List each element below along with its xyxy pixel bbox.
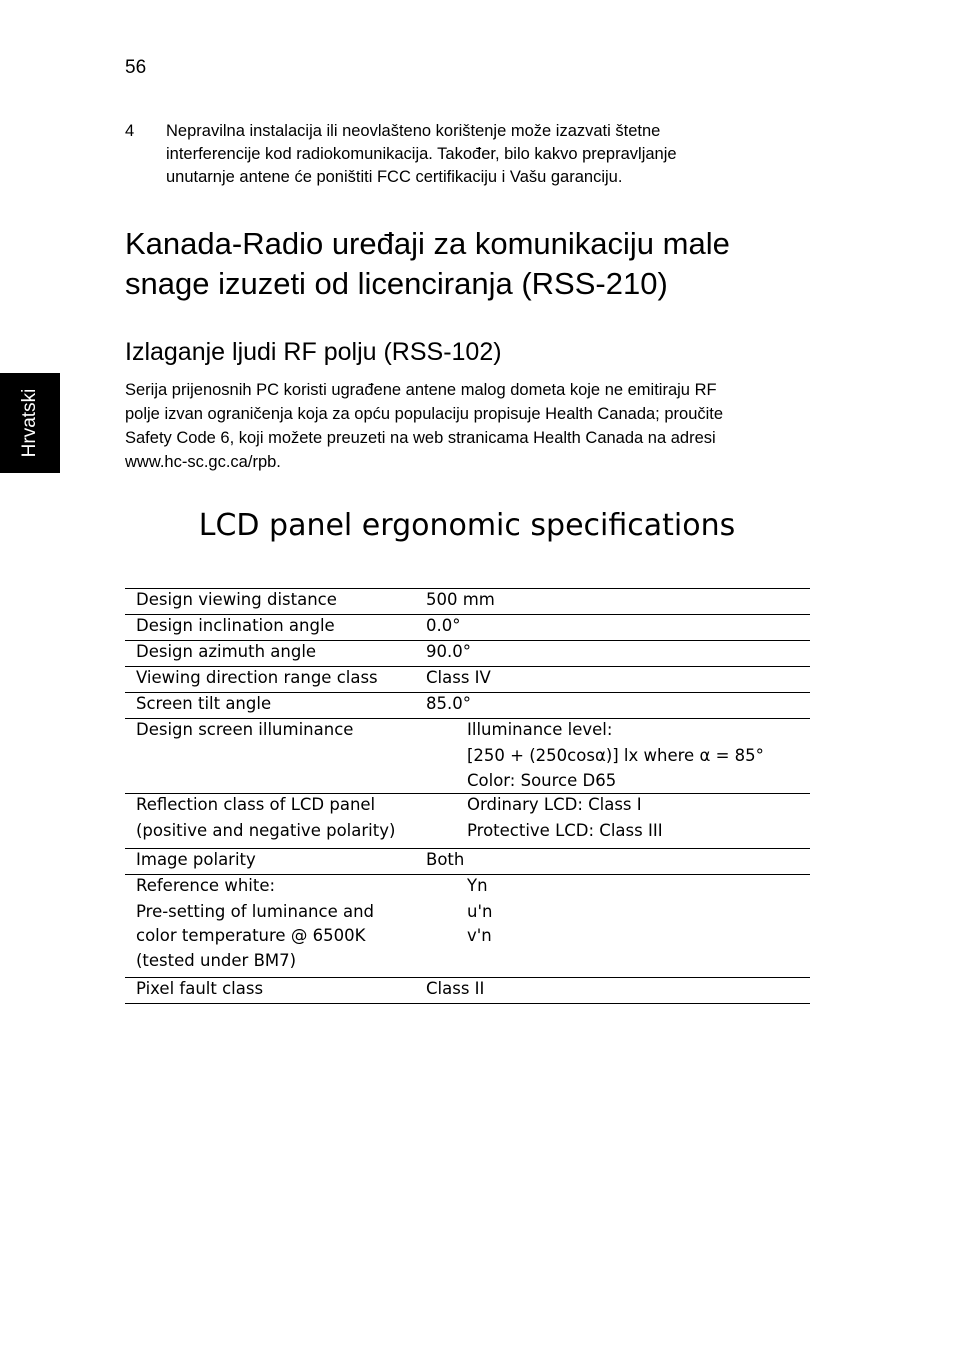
spec-value-line: Yn [467,875,488,895]
language-tab-label: Hrvatski [19,388,40,458]
table-row [125,978,810,1004]
list-item-line: unutarnje antene će poništiti FCC certifikaciju i Vašu garanciju. [166,168,623,186]
subsection-heading: Izlaganje ljudi RF polju (RSS-102) [125,338,502,366]
spec-value-line: v'n [467,926,492,945]
spec-value-line: 0.0° [426,616,461,635]
spec-label-cell [125,794,426,849]
spec-value-line: Illuminance level: [467,720,613,739]
spec-label-cell [125,874,426,978]
table-row [125,641,810,667]
spec-label-cell [125,978,426,1004]
spec-value-line: Ordinary LCD: Class I [467,795,642,814]
row-spacer [136,973,426,977]
spec-label-line: Pre-setting of luminance and [136,901,375,921]
table-row [125,667,810,693]
spec-value-cell [426,615,810,641]
section-heading-line: snage izuzeti od licenciranja (RSS-210) [125,266,668,301]
spec-label-cell [125,848,426,874]
spec-label-cell [125,615,426,641]
table-row [125,615,810,641]
spec-label-line: (positive and negative polarity) [136,821,396,840]
page-number: 56 [125,57,147,78]
paragraph-line: polje izvan ograničenja koja za opću populaciju propisuje Health Canada; proučite [125,405,724,423]
spec-value-line: Class II [426,979,485,998]
spec-value-cell [426,794,810,849]
table-row [125,693,810,719]
list-item-text [166,120,826,189]
body-paragraph [125,378,723,474]
spec-label-line: Reflection class of LCD panel [136,795,376,814]
spec-value-cell [426,667,810,693]
spec-label-cell [125,641,426,667]
spec-label-cell [125,693,426,719]
table-row [125,848,810,874]
paragraph-line: Serija prijenosnih PC koristi ugrađene antene malog dometa koje ne emitiraju RF [125,381,717,399]
spec-value-cell [426,978,810,1004]
spec-label-line: Image polarity [136,849,256,869]
spec-value-cell [426,848,810,874]
table-row [125,719,810,794]
spec-label-cell [125,719,426,794]
list-item-number: 4 [125,122,135,140]
spec-value-cell [426,589,810,615]
list-item-line: interferencije kod radiokomunikacija. Također, bilo kakvo prepravljanje [166,145,677,163]
spec-value-line: Both [426,849,465,869]
spec-value-cell [426,693,810,719]
language-side-tab [0,373,60,473]
section-heading-line: Kanada-Radio uređaji za komunikaciju male [125,226,730,261]
spec-value-line: Class IV [426,668,491,687]
spec-label-line: (tested under BM7) [136,950,297,970]
spec-label-line: Viewing direction range class [136,668,378,687]
spec-label-line: Reference white: [136,875,276,895]
spec-value-line: Protective LCD: Class III [467,821,663,840]
list-item-line: Nepravilna instalacija ili neovlašteno korištenje može izazvati štetne [166,122,661,140]
spec-label-line: color temperature @ 6500K [136,926,366,945]
table-row [125,589,810,615]
paragraph-line: www.hc-sc.gc.ca/rpb. [125,453,281,471]
table-row [125,874,810,978]
spec-label-line: Design inclination angle [136,616,335,635]
section-heading [125,224,730,304]
spec-value-line: 500 mm [426,590,495,609]
table-row [125,794,810,849]
spec-value-line: [250 + (250cosα)] lx where α = 85° [467,746,764,765]
spec-label-cell [125,589,426,615]
spec-value-line: 90.0° [426,642,471,661]
row-spacer [136,744,426,748]
lcd-specs-title: LCD panel ergonomic specifications [198,508,736,543]
row-spacer [136,844,426,848]
paragraph-line: Safety Code 6, koji možete preuzeti na web stranicama Health Canada na adresi [125,429,716,447]
spec-value-line: u'n [467,901,493,921]
spec-value-line: 85.0° [426,694,471,713]
spec-label-line: Screen tilt angle [136,694,272,713]
spec-value-cell [426,641,810,667]
spec-value-cell [426,719,810,794]
spec-table-body [125,589,810,1004]
spec-label-line: Design azimuth angle [136,642,317,661]
spec-value-cell [426,874,810,978]
spec-table [125,588,810,1004]
spec-value-line: Color: Source D65 [467,770,617,790]
spec-label-line: Pixel fault class [136,979,264,998]
spec-label-line: Design viewing distance [136,590,337,609]
spec-label-cell [125,667,426,693]
spec-label-line: Design screen illuminance [136,720,354,739]
